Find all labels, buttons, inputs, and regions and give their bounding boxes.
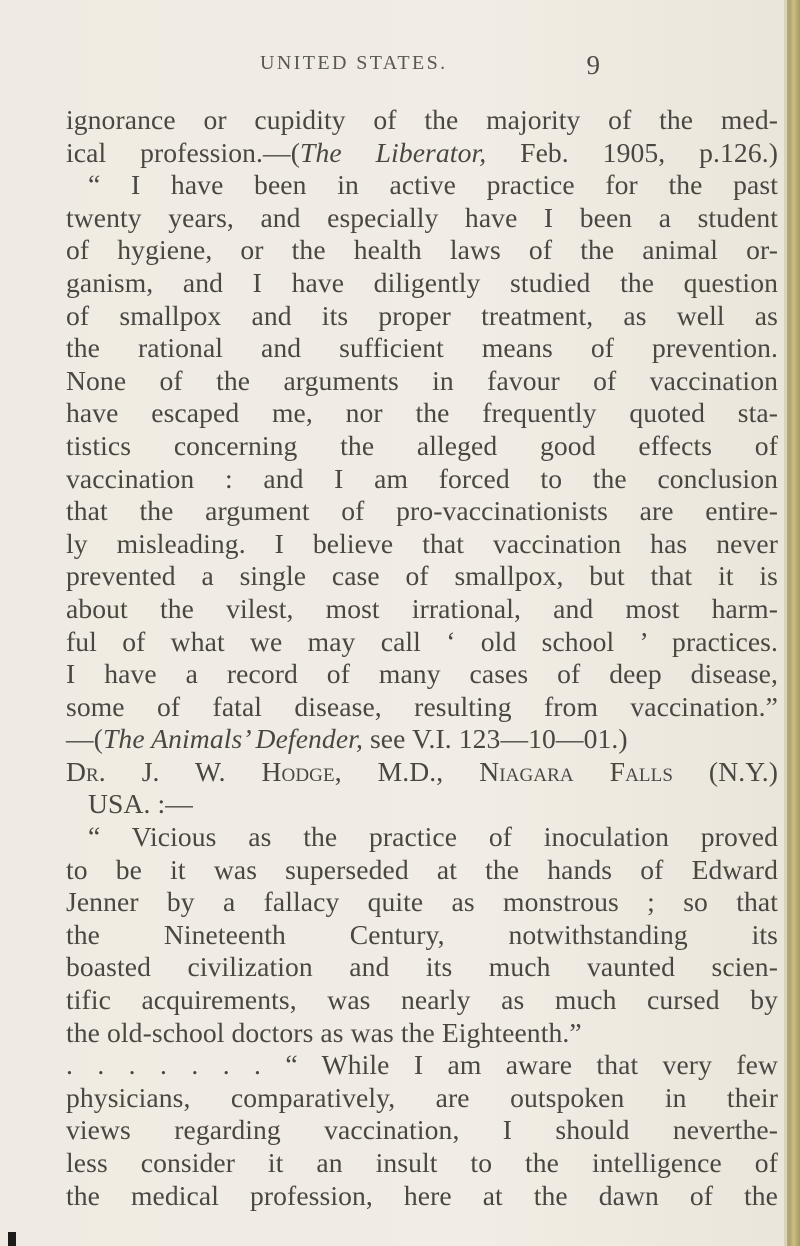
text-line: that the argument of pro-vaccinationists are entire-: [66, 495, 778, 527]
citation-title: The Animals’ Defender,: [102, 723, 363, 755]
citation-title: The Liberator,: [300, 136, 487, 168]
text-line: vaccination : and I am forced to the conclusion: [66, 462, 778, 494]
text-line: about the vilest, most irrational, and most harm-: [66, 592, 778, 624]
text-line: twenty years, and especially have I been a student: [66, 201, 778, 233]
text-line: “ I have been in active practice for the past: [88, 169, 778, 201]
text-line: of smallpox and its proper treatment, as well as: [66, 299, 778, 331]
text-line: the rational and sufficient means of prevention.: [66, 332, 778, 364]
text-line: to be it was superseded at the hands of Edward: [66, 853, 778, 885]
running-head: UNITED STATES.: [260, 52, 448, 74]
text-line: some of fatal disease, resulting from vaccination.”: [66, 690, 778, 722]
text-line: the medical profession, here at the dawn of the: [66, 1179, 778, 1211]
text-line: tific acquirements, was nearly as much cursed by: [66, 984, 778, 1016]
text-line: I have a record of many cases of deep disease,: [66, 658, 778, 690]
text-line: [66, 723, 778, 756]
text-run: —(: [66, 723, 103, 755]
text-line: the old-school doctors as was the Eighteenth.”: [66, 1016, 582, 1048]
page-number: 9: [586, 50, 600, 80]
text-line: [66, 137, 778, 170]
page-edge: [784, 0, 800, 1246]
text-line: boasted civilization and its much vaunted scien-: [66, 951, 778, 983]
text-line: have escaped me, nor the frequently quoted sta-: [66, 397, 778, 429]
text-line: the Nineteenth Century, notwithstanding its: [66, 918, 778, 950]
text-run: see V.I. 123—10—01.): [362, 723, 628, 755]
text-line: tistics concerning the alleged good effects of: [66, 429, 778, 461]
text-line: less consider it an insult to the intelligence of: [66, 1147, 778, 1178]
author-heading-continued: USA. :—: [88, 788, 193, 820]
scan-corner-mark: [8, 1232, 16, 1246]
text-line: None of the arguments in favour of vaccination: [66, 364, 778, 396]
text-line: of hygiene, or the health laws of the animal or-: [66, 234, 778, 266]
text-line: ignorance or cupidity of the majority of the med-: [66, 104, 778, 135]
text-line: views regarding vaccination, I should neverthe-: [66, 1114, 778, 1146]
text-line: ly misleading. I believe that vaccination has never: [66, 527, 778, 559]
author-heading: Dr. J. W. Hodge, M.D., Niagara Falls (N.Y.): [66, 755, 778, 787]
text-line: . . . . . . . “ While I am aware that very few: [66, 1049, 778, 1081]
body-text: [66, 104, 778, 1212]
text-run: Feb. 1905, p.126.): [486, 136, 778, 168]
page-header: [190, 52, 600, 84]
text-line: prevented a single case of smallpox, but that it is: [66, 560, 778, 592]
text-line: “ Vicious as the practice of inoculation proved: [88, 821, 778, 853]
text-run: ical profession.—(: [66, 136, 301, 168]
text-line: physicians, comparatively, are outspoken in their: [66, 1081, 778, 1113]
text-line: ful of what we may call ‘ old school ’ practices.: [66, 625, 778, 657]
text-line: ganism, and I have diligently studied the question: [66, 266, 778, 298]
text-line: Jenner by a fallacy quite as monstrous ; so that: [66, 886, 778, 918]
